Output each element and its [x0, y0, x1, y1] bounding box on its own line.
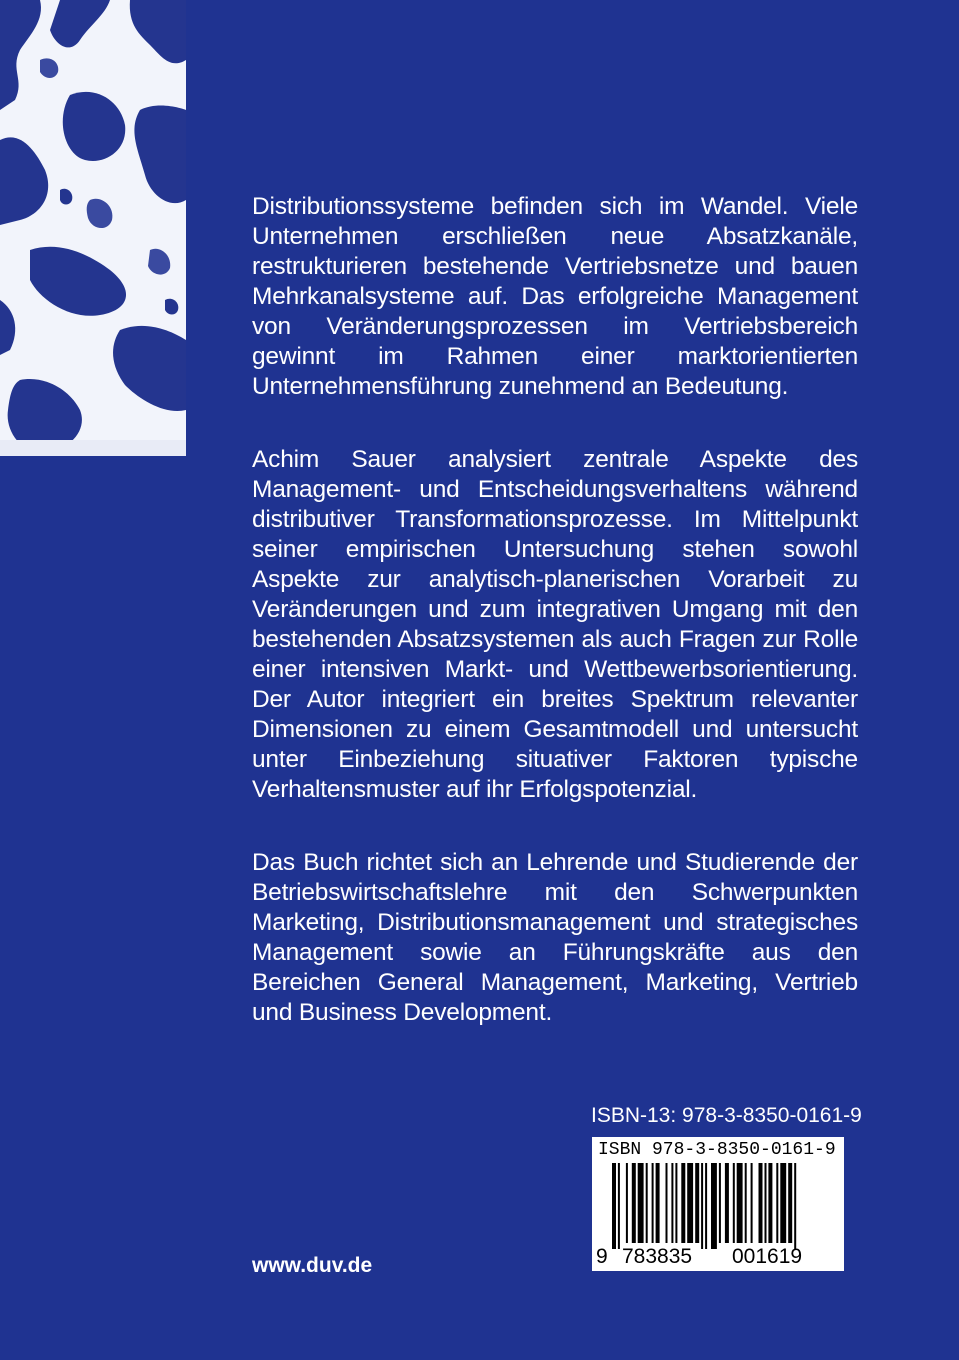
blurb-paragraph-1: Distributionssysteme befinden sich im Wandel. Viele Unternehmen erschließen neue Absatzkanäle, restrukturieren bestehende Vertriebsnetze und bauen Mehrkanalsysteme auf. Das erfolgreiche Management von Veränderungsprozessen im Vertriebsbereich gewinnt im Rahmen einer marktorientierten Unternehmensführung zunehmend an Bedeutung.: [252, 193, 858, 400]
barcode-bar: [765, 1163, 767, 1243]
barcode-bar: [671, 1163, 673, 1243]
barcode-bar: [751, 1163, 753, 1243]
barcode-bar: [759, 1163, 763, 1243]
barcode-digit-first: 9: [596, 1245, 608, 1268]
barcode-bar: [632, 1163, 636, 1243]
barcode-bar: [788, 1163, 792, 1243]
barcode-bar: [695, 1163, 699, 1243]
barcode-bar: [745, 1163, 747, 1243]
barcode-digits-left: 783835: [622, 1245, 693, 1268]
barcode-bar: [737, 1163, 743, 1243]
barcode-bar: [701, 1163, 703, 1249]
barcode-bar: [666, 1163, 668, 1243]
barcode-bar: [656, 1163, 660, 1243]
blurb-paragraph-3: Das Buch richtet sich an Lehrende und Studierende der Betriebswirtschaftslehre mit den Schwerpunkten Marketing, Distributionsmanagement und strategisches Management sowie an Führungskräfte aus den Bereichen General Management, Marketing, Vertrieb und Business Development.: [252, 849, 858, 1026]
blurb-paragraph-2: Achim Sauer analysiert zentrale Aspekte des Management- und Entscheidungsverhaltens während distributiver Transformationsprozesse. Im Mittelpunkt seiner empirischen Untersuchung stehen sowohl Aspekte zur analytisch-planerischen Vorarbeit zu Veränderungen und zum integrativen Umgang mit den bestehenden Absatzsystemen als auch Fragen zur Rolle einer intensiven Markt- und Wettbewerbsorientierung. Der Autor integriert ein breites Spektrum relevanter Dimensionen zu einem Gesamtmodell und untersucht unter Einbeziehung situativer Faktoren typische Verhaltensmuster auf ihr Erfolgspotenzial.: [252, 446, 858, 803]
barcode: [592, 1137, 844, 1271]
barcode-bar: [719, 1163, 721, 1243]
barcode-bar: [725, 1163, 729, 1243]
barcode-isbn-text: ISBN 978-3-8350-0161-9: [598, 1140, 836, 1160]
barcode-bar: [768, 1163, 772, 1243]
barcode-bar: [776, 1163, 778, 1243]
barcode-bar: [705, 1163, 707, 1249]
barcode-bar: [733, 1163, 735, 1243]
barcode-bar: [612, 1163, 616, 1249]
barcode-bar: [687, 1163, 693, 1243]
website-link[interactable]: www.duv.de: [252, 1254, 373, 1277]
barcode-bar: [626, 1163, 628, 1243]
europe-map-icon: [0, 0, 186, 456]
blurb-text: [252, 192, 858, 1071]
barcode-bar: [794, 1163, 796, 1249]
barcode-bar: [638, 1163, 644, 1243]
barcode-digits-right: 001619: [732, 1245, 803, 1268]
barcode-bar: [652, 1163, 654, 1243]
isbn-label: ISBN-13: 978-3-8350-0161-9: [591, 1104, 862, 1127]
barcode-bar: [618, 1163, 620, 1249]
barcode-bar: [646, 1163, 648, 1243]
barcode-bar: [711, 1163, 717, 1249]
barcode-bar: [780, 1163, 786, 1243]
barcode-bar: [675, 1163, 677, 1243]
barcode-bar: [681, 1163, 685, 1243]
